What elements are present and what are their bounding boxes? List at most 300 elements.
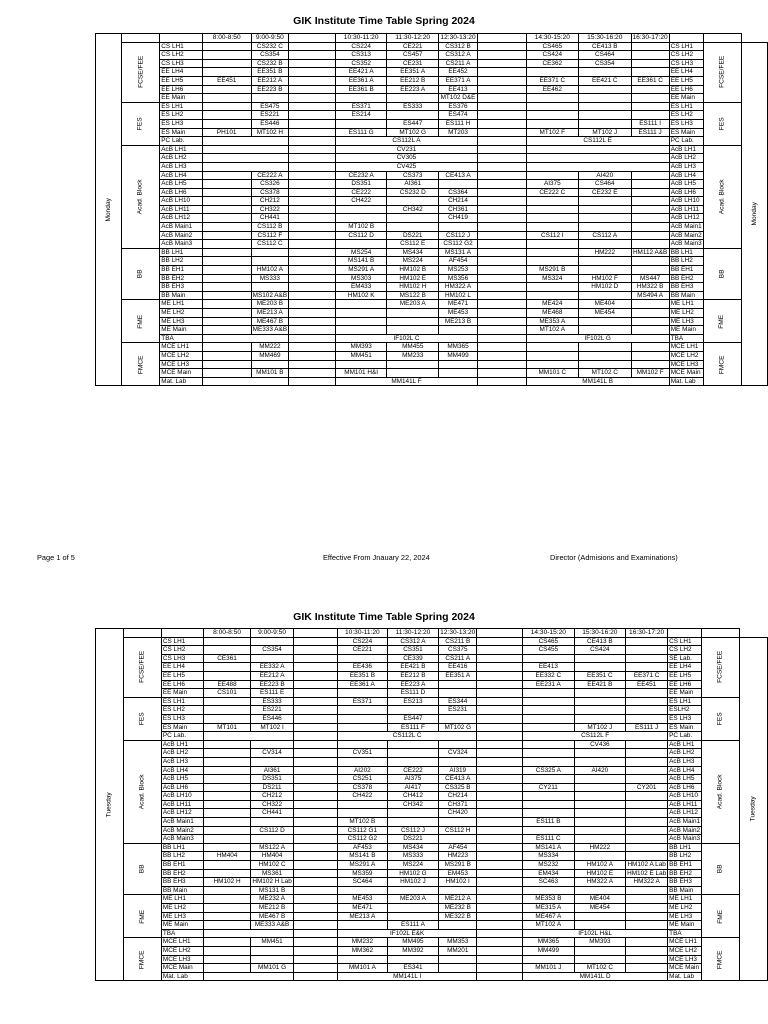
class-cell (203, 766, 251, 775)
table-row (96, 240, 768, 249)
class-cell: MM499 (439, 351, 477, 360)
class-cell: CH422 (337, 792, 387, 801)
class-cell: CS224 (336, 42, 387, 51)
room-label: ME Main (161, 921, 203, 930)
room-label-right: ES Main (669, 128, 703, 137)
room-label: AcB LH4 (160, 171, 202, 180)
class-cell: ME454 (579, 309, 631, 318)
room-label-right: BB EH2 (669, 274, 703, 283)
class-cell (626, 946, 668, 955)
class-cell: ME353 A (526, 317, 578, 326)
room-label: EE LH6 (161, 680, 203, 689)
class-cell: ES371 (336, 102, 387, 111)
class-cell: HM322 A (439, 283, 477, 292)
class-cell: MM393 (336, 343, 387, 352)
class-cell: MS359 (337, 869, 387, 878)
room-label: AcB LH5 (160, 180, 202, 189)
class-cell: ME322 B (439, 912, 477, 921)
table-row (96, 929, 768, 938)
class-cell (579, 240, 631, 249)
class-cell (203, 740, 251, 749)
class-cell (526, 119, 578, 128)
class-cell: MT102 B (336, 223, 387, 232)
class-cell: CH419 (439, 214, 477, 223)
class-cell (526, 343, 578, 352)
class-cell: AI375 (526, 180, 578, 189)
class-cell: CV231 (336, 145, 477, 154)
class-cell: EE223 A (387, 680, 438, 689)
class-cell: MS291 A (337, 861, 387, 870)
room-label-right: AcB LH10 (668, 792, 702, 801)
class-cell: ES111 H (439, 119, 477, 128)
class-cell: CE221 (337, 646, 387, 655)
class-cell (203, 895, 251, 904)
room-label-right: AcB LH11 (669, 205, 703, 214)
slot-header: 14:30-15:20 (526, 34, 578, 43)
slot-header: 10:30-11:20 (336, 34, 387, 43)
table-row (96, 946, 768, 955)
class-cell: CS373 (387, 171, 439, 180)
class-cell (336, 214, 387, 223)
class-cell (626, 757, 668, 766)
room-label-right: BB LH1 (668, 843, 702, 852)
table-row (96, 309, 768, 318)
class-cell (574, 818, 626, 827)
class-cell (574, 809, 626, 818)
class-cell (202, 102, 251, 111)
class-cell: CS354 (579, 59, 631, 68)
timetable-grid (95, 33, 768, 386)
class-cell: MM495 (387, 938, 438, 947)
class-cell: CE339 (387, 654, 438, 663)
class-cell (631, 240, 669, 249)
class-cell: SC464 (337, 878, 387, 887)
class-cell (579, 360, 631, 369)
class-cell (579, 94, 631, 103)
class-cell: MS333 (387, 852, 438, 861)
room-label: ES LH3 (160, 119, 202, 128)
class-cell (631, 214, 669, 223)
class-cell: EE351 A (387, 68, 439, 77)
room-label: AcB LH3 (160, 162, 202, 171)
class-cell (574, 714, 626, 723)
class-cell: MS122 B (387, 291, 439, 300)
class-cell: CS112 D (251, 826, 293, 835)
class-cell (202, 205, 251, 214)
class-cell: ME203 A (387, 895, 438, 904)
table-row (96, 162, 768, 171)
class-cell (626, 792, 668, 801)
class-cell (439, 886, 477, 895)
class-cell: CH441 (251, 214, 288, 223)
class-cell (203, 646, 251, 655)
room-label-right: ME LH2 (669, 309, 703, 318)
class-cell: MM393 (574, 938, 626, 947)
class-cell (523, 775, 575, 784)
class-cell (439, 689, 477, 698)
room-label: CS LH2 (160, 51, 202, 60)
class-cell: ES213 (387, 697, 438, 706)
room-label-right: EE LH6 (669, 85, 703, 94)
class-cell: EE212 B (387, 76, 439, 85)
class-cell: HM102 G (387, 869, 438, 878)
room-label: ME LH3 (161, 912, 203, 921)
class-cell (337, 689, 387, 698)
room-label: AcB Main3 (161, 835, 203, 844)
class-cell: CS251 (337, 775, 387, 784)
room-label: ME Main (160, 326, 202, 335)
class-cell: MS291 B (439, 861, 477, 870)
class-cell (439, 223, 477, 232)
class-cell (439, 180, 477, 189)
class-cell: CS224 (337, 637, 387, 646)
class-cell (579, 326, 631, 335)
room-label-right: AcB Main3 (669, 835, 701, 843)
table-row (96, 826, 768, 835)
table-row (96, 214, 768, 223)
faculty-label-right: BB (703, 248, 741, 300)
class-cell: CS326 (251, 180, 288, 189)
slot-header: 15:30-16:20 (579, 34, 631, 43)
class-cell: CH361 (439, 205, 477, 214)
class-cell (626, 775, 668, 784)
class-cell: CS378 (251, 188, 288, 197)
class-cell (203, 972, 293, 981)
class-cell: ME333 A&B (252, 326, 288, 334)
faculty-label-right: FCSE/FEE (702, 637, 740, 697)
table-row (96, 59, 768, 68)
class-cell (579, 317, 631, 326)
room-label: AcB LH5 (161, 775, 203, 784)
class-cell: MT102 I (251, 723, 293, 732)
class-cell (526, 283, 578, 292)
slot-header: 8:00-8:50 (202, 34, 251, 43)
class-cell (439, 680, 477, 689)
room-label: BB Main (160, 291, 202, 300)
class-cell: EE451 (626, 680, 668, 689)
class-cell: MT102 A (526, 326, 578, 335)
room-label: CS LH1 (161, 637, 203, 646)
room-label-right: AcB Main1 (669, 818, 701, 826)
faculty-label: FES (124, 697, 162, 740)
class-cell (336, 326, 387, 335)
room-label: EE Main (160, 94, 202, 103)
table-row (96, 343, 768, 352)
class-cell (526, 171, 578, 180)
class-cell: EE436 (337, 663, 387, 672)
class-cell: EE371 C (526, 76, 578, 85)
class-cell: EE351 B (337, 671, 387, 680)
room-label-right: CS LH2 (669, 51, 703, 60)
room-label: ME LH3 (160, 317, 202, 326)
class-cell: ES341 (387, 964, 438, 973)
table-row (96, 972, 768, 981)
class-cell: ES111 J (631, 128, 669, 137)
class-cell (526, 145, 669, 154)
class-cell (523, 800, 575, 809)
room-label-right: AcB Main2 (669, 826, 701, 834)
class-cell (387, 111, 439, 120)
class-cell (202, 377, 288, 386)
class-cell (523, 749, 575, 758)
class-cell (626, 714, 668, 723)
class-cell: EE451 (202, 76, 251, 85)
class-cell: HM102 K (336, 291, 387, 300)
class-cell (251, 955, 293, 964)
class-cell: CE232 A (336, 171, 387, 180)
class-cell: MS102 A&B (252, 291, 288, 299)
class-cell: CH371 (439, 800, 477, 809)
class-cell (251, 946, 293, 955)
table-row (96, 283, 768, 292)
room-label-right: BB EH3 (669, 283, 703, 292)
room-label-right: CS LH1 (669, 42, 703, 51)
table-row (96, 775, 768, 784)
class-cell: CS112L E (526, 137, 669, 146)
class-cell (202, 283, 251, 292)
class-cell: ES446 (251, 119, 288, 128)
table-row (96, 955, 768, 964)
class-cell: IF102L G (526, 334, 669, 343)
table-row (96, 671, 768, 680)
sheet-title-monday: GIK Institute Time Table Spring 2024 (293, 15, 475, 27)
table-row (96, 904, 768, 913)
room-label-right: EE Main (669, 94, 703, 103)
room-label-right: EE LH5 (668, 671, 702, 680)
room-label-right: MCE LH2 (669, 351, 703, 360)
class-cell (203, 929, 293, 938)
table-row (96, 85, 768, 94)
class-cell (579, 343, 631, 352)
room-label: BB LH2 (161, 852, 203, 861)
room-label: TBA (160, 334, 202, 343)
class-cell (251, 283, 288, 292)
class-cell (202, 266, 251, 275)
class-cell (523, 886, 575, 895)
class-cell (626, 835, 668, 844)
class-cell (631, 326, 669, 335)
table-row (96, 689, 768, 698)
table-row (96, 197, 768, 206)
class-cell: MS141 B (336, 257, 387, 266)
class-cell (203, 912, 251, 921)
class-cell: EE361 A (336, 76, 387, 85)
class-cell: ME203 A (387, 300, 439, 309)
room-label-right: ES LH3 (668, 714, 702, 723)
table-row (96, 291, 768, 300)
class-cell (251, 654, 293, 663)
class-cell (203, 955, 251, 964)
class-cell: HM112 A&B (632, 248, 668, 256)
room-label-right: AcB LH6 (668, 783, 702, 792)
table-row (96, 637, 768, 646)
class-cell: CE222 C (526, 188, 578, 197)
class-cell (387, 749, 438, 758)
class-cell: EE488 (203, 680, 251, 689)
class-cell (202, 154, 288, 163)
class-cell: CS354 (251, 646, 293, 655)
class-cell (579, 205, 631, 214)
class-cell (387, 326, 439, 335)
class-cell (202, 137, 288, 146)
class-cell (579, 214, 631, 223)
class-cell (523, 757, 575, 766)
class-cell: MS254 (336, 248, 387, 257)
faculty-label: FMCE (124, 938, 162, 981)
class-cell: AI202 (337, 766, 387, 775)
class-cell (203, 809, 251, 818)
table-row (96, 766, 768, 775)
room-label: MCE LH3 (161, 955, 203, 964)
slot-header: 12:30-13:20 (440, 34, 476, 41)
table-row (96, 706, 768, 715)
class-cell (337, 654, 387, 663)
room-label-right: AcB LH4 (669, 171, 703, 180)
class-cell: CV425 (336, 162, 477, 171)
table-row (96, 351, 768, 360)
class-cell (251, 637, 293, 646)
class-cell: EE212 A (251, 76, 288, 85)
room-label: Mat. Lab (161, 972, 203, 981)
class-cell (626, 938, 668, 947)
class-cell: CS211 B (439, 637, 477, 646)
class-cell (251, 360, 288, 369)
class-cell (387, 818, 438, 827)
class-cell (336, 309, 387, 318)
class-cell (523, 740, 575, 749)
table-row (96, 326, 768, 335)
room-label-right: CS LH1 (668, 637, 702, 646)
class-cell (574, 800, 626, 809)
room-label: BB EH2 (161, 869, 203, 878)
class-cell: CH322 (251, 205, 288, 214)
class-cell (387, 809, 438, 818)
table-row (96, 895, 768, 904)
class-cell (526, 257, 578, 266)
class-cell (202, 171, 251, 180)
class-cell: EE361 A (337, 680, 387, 689)
class-cell: ES214 (336, 111, 387, 120)
class-cell: CS112 H (439, 826, 477, 835)
room-label-right: PC Lab. (668, 732, 702, 741)
class-cell (574, 689, 626, 698)
class-cell (203, 921, 251, 930)
class-cell: CS112L C (337, 732, 476, 741)
class-cell: ME203 B (251, 300, 288, 309)
class-cell (387, 912, 438, 921)
room-label: CS LH2 (161, 646, 203, 655)
class-cell (203, 886, 251, 895)
class-cell: MT102 H (251, 128, 288, 137)
class-cell: EE361 C (631, 76, 669, 85)
room-label: ES LH1 (161, 697, 203, 706)
class-cell: CS457 (387, 51, 439, 60)
class-cell: CV324 (439, 749, 477, 758)
slot-header: 16:30-17:20 (632, 34, 668, 41)
class-cell (631, 94, 669, 103)
class-cell: AI417 (387, 783, 438, 792)
class-cell (387, 955, 438, 964)
class-cell (574, 792, 626, 801)
room-label: ME LH1 (160, 300, 202, 309)
room-label: MCE LH1 (160, 343, 202, 352)
room-label: ES LH1 (160, 102, 202, 111)
class-cell (626, 706, 668, 715)
class-cell: MM101 H&I (336, 369, 387, 378)
table-row (96, 300, 768, 309)
table-row (96, 869, 768, 878)
timetable-monday (95, 33, 768, 386)
class-cell: MM365 (439, 343, 477, 352)
room-label-right: AcB Main2 (670, 231, 702, 239)
class-cell (387, 309, 439, 318)
class-cell: CS232 B (251, 59, 288, 68)
class-cell: MS253 (439, 266, 477, 275)
class-cell (203, 663, 251, 672)
class-cell (202, 360, 251, 369)
timetable-tuesday (95, 628, 768, 981)
room-label: AcB LH10 (160, 197, 202, 206)
table-row (96, 76, 768, 85)
class-cell (337, 921, 387, 930)
class-cell: AI319 (439, 766, 477, 775)
room-label: ME LH2 (160, 309, 202, 318)
class-cell (203, 706, 251, 715)
class-cell: ES111 A (387, 921, 438, 930)
class-cell (251, 757, 293, 766)
class-cell (626, 895, 668, 904)
class-cell (202, 85, 251, 94)
room-label-right: BB LH2 (668, 852, 702, 861)
class-cell: ME467 B (251, 317, 288, 326)
class-cell: AF454 (439, 843, 477, 852)
class-cell (526, 214, 578, 223)
class-cell: CH212 (251, 197, 288, 206)
class-cell: ES447 (387, 714, 438, 723)
class-cell: MT102 C (574, 964, 626, 973)
room-label: AcB LH2 (160, 154, 202, 163)
table-row (96, 111, 768, 120)
effective-date: Effective From Jnauary 22, 2024 (323, 553, 430, 562)
room-label-right: EE LH4 (668, 663, 702, 672)
class-cell (631, 266, 669, 275)
table-row (96, 818, 768, 827)
class-cell: ME454 (574, 904, 626, 913)
class-cell (523, 723, 575, 732)
class-cell: MT102 D&E (440, 94, 476, 102)
class-cell (203, 843, 251, 852)
room-label: MCE LH2 (160, 351, 202, 360)
class-cell (523, 714, 575, 723)
class-cell: EE462 (526, 85, 578, 94)
class-cell: MS122 A (251, 843, 293, 852)
class-cell (574, 955, 626, 964)
room-label: BB EH2 (160, 274, 202, 283)
table-row (96, 377, 768, 386)
class-cell (574, 912, 626, 921)
class-cell (631, 223, 669, 232)
table-row (96, 809, 768, 818)
class-cell: HM102 H (203, 878, 251, 887)
class-cell: EE413 (523, 663, 575, 672)
class-cell: MM451 (251, 938, 293, 947)
class-cell (526, 240, 578, 249)
class-cell (337, 886, 387, 895)
class-cell (202, 257, 251, 266)
class-cell (579, 85, 631, 94)
class-cell: CS112 D (336, 231, 387, 240)
class-cell: ME468 (526, 309, 578, 318)
